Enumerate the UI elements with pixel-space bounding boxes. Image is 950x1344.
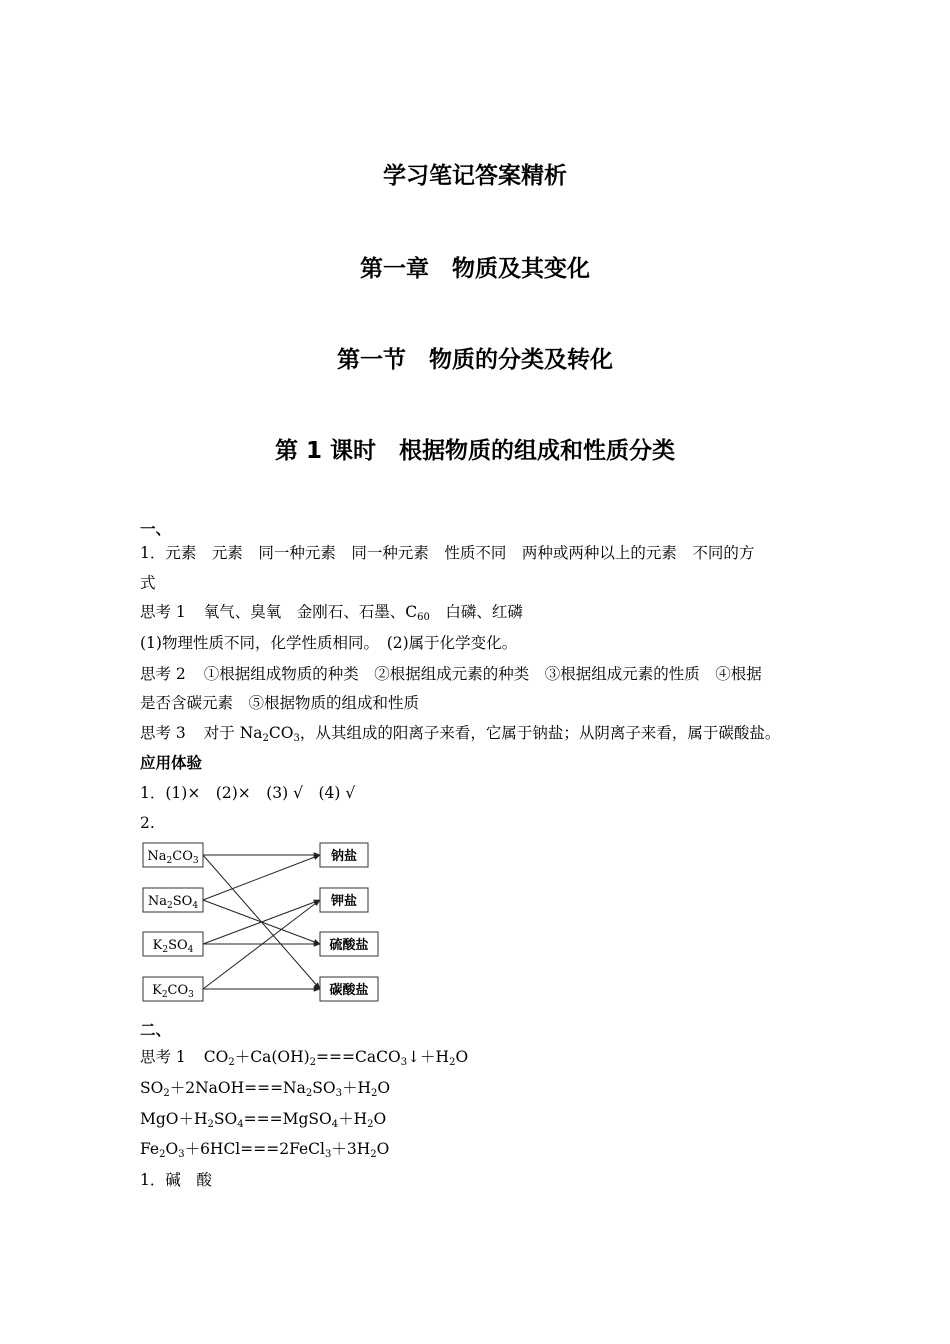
think1-tail: 白磷、红磷 <box>429 603 523 621</box>
salt-classification-diagram <box>138 838 388 1010</box>
page-title: 学习笔记答案精析 <box>383 163 567 189</box>
formula-subscript: 2 <box>161 990 168 1000</box>
equation-text: ＋3H <box>331 1140 371 1158</box>
chapter-title: 第一章 物质及其变化 <box>360 256 590 282</box>
part2-think1-label: 思考 1 <box>140 1048 186 1066</box>
formula-subscript: 2 <box>167 901 173 911</box>
formula-subscript: 2 <box>166 856 173 866</box>
section-title: 第一节 物质的分类及转化 <box>337 347 613 373</box>
formula-subscript: 4 <box>192 901 199 911</box>
formula-subscript: 2 <box>162 945 169 955</box>
think3-sub1: 2 <box>262 733 269 744</box>
equation-text: O <box>373 1110 387 1128</box>
equation-subscript: 3 <box>178 1149 185 1160</box>
part1-item1-line2: 式 <box>140 574 156 592</box>
part1-label: 一、 <box>140 520 172 538</box>
formula-subscript: 4 <box>187 945 194 955</box>
equation-subscript: 2 <box>228 1057 235 1068</box>
think1-label: 思考 1 <box>140 603 186 621</box>
equation-text: ＋H <box>338 1110 368 1128</box>
equation-subscript: 2 <box>305 1088 313 1099</box>
equation-text: O <box>455 1048 469 1066</box>
think3-text-c: ，从其组成的阳离子来看，它属于钠盐；从阴离子来看，属于碳酸盐。 <box>299 724 781 742</box>
equation-subscript: 3 <box>400 1057 408 1068</box>
think3-sub2: 3 <box>293 733 300 744</box>
salt-type-label: 硫酸盐 <box>329 938 369 953</box>
equation-subscript: 3 <box>324 1149 332 1160</box>
formula-subscript: 3 <box>188 990 194 1000</box>
equation-text: ===CaCO <box>316 1048 401 1066</box>
formula-text: K <box>152 938 163 953</box>
equation-4-text <box>140 1140 389 1158</box>
equation-text: O <box>377 1079 391 1097</box>
equation-text: ===MgSO <box>243 1110 332 1128</box>
equation-subscript: 2 <box>367 1119 374 1130</box>
think2-line2: 是否含碳元素 ⑤根据物质的组成和性质 <box>140 694 420 712</box>
think3-label: 思考 3 <box>140 724 186 742</box>
equation-subscript: 2 <box>159 1149 166 1160</box>
equation-text: ＋2NaOH===Na <box>169 1079 306 1097</box>
lesson-title: 第 1 课时 根据物质的组成和性质分类 <box>274 438 676 464</box>
equation-2 <box>140 1078 390 1098</box>
equation-3-text <box>140 1110 386 1128</box>
equation-1 <box>204 1048 468 1066</box>
equation-text: ↓＋H <box>407 1048 450 1066</box>
formula-label <box>153 938 194 955</box>
equation-subscript: 4 <box>237 1119 244 1130</box>
formula-text: K <box>152 983 162 998</box>
salt-type-label: 钾盐 <box>330 894 358 909</box>
formula-text: Na <box>147 849 167 864</box>
think1-sub: 60 <box>417 612 430 623</box>
equation-4 <box>140 1139 389 1159</box>
equation-subscript: 2 <box>309 1057 317 1068</box>
salt-type-label: 碳酸盐 <box>329 983 369 998</box>
think2-line1 <box>140 664 762 684</box>
think2-label: 思考 2 <box>140 665 186 683</box>
equation-text: CO <box>203 1048 229 1066</box>
part2-label: 二、 <box>140 1021 172 1039</box>
think3-text-a: 对于 Na <box>203 724 263 742</box>
think2-text-line1: ①根据组成物质的种类 ②根据组成元素的种类 ③根据组成元素的性质 ④根据 <box>203 665 762 683</box>
apply-label: 应用体验 <box>140 754 203 772</box>
equation-subscript: 2 <box>370 1088 378 1099</box>
equation-text: ＋H <box>341 1079 371 1097</box>
equation-text: O <box>165 1140 179 1158</box>
think1-text: 氧气、臭氧 金刚石、石墨、C <box>203 603 418 621</box>
part1-item1-line1: 1．元素 元素 同一种元素 同一种元素 性质不同 两种或两种以上的元素 不同的方 <box>140 544 755 562</box>
formula-text: SO <box>172 894 193 909</box>
formula-label <box>147 849 198 866</box>
think3-line <box>140 723 780 743</box>
diagram-arrow <box>203 855 320 900</box>
equation-subscript: 3 <box>335 1088 342 1099</box>
think1-line <box>140 602 523 622</box>
part2-item1: 1．碱 酸 <box>140 1171 212 1189</box>
equation-subscript: 2 <box>449 1057 456 1068</box>
apply-item1: 1．(1)× (2)× (3) √ (4) √ <box>140 784 356 802</box>
salt-type-label: 钠盐 <box>330 849 358 864</box>
equation-3 <box>140 1109 386 1129</box>
formula-text: Na <box>147 894 168 909</box>
formula-subscript: 3 <box>192 856 199 866</box>
equation-text: SO <box>140 1079 164 1097</box>
equation-2-text <box>140 1079 390 1097</box>
formula-text: CO <box>172 849 193 864</box>
equation-subscript: 2 <box>370 1149 377 1160</box>
equation-text: ＋6HCl===2FeCl <box>184 1140 325 1158</box>
equation-subscript: 4 <box>331 1119 339 1130</box>
equation-subscript: 2 <box>207 1119 214 1130</box>
formula-label <box>152 983 194 1000</box>
formula-text: SO <box>168 938 188 953</box>
think3-text-b: CO <box>268 724 294 742</box>
equation-text: SO <box>312 1079 336 1097</box>
equation-subscript: 2 <box>163 1088 170 1099</box>
part2-think1-line <box>140 1047 468 1067</box>
apply-item2: 2. <box>140 814 155 832</box>
think1-answer: (1)物理性质不同，化学性质相同。 (2)属于化学变化。 <box>140 634 518 652</box>
equation-text: ＋Ca(OH) <box>234 1048 310 1066</box>
equation-text: Fe <box>140 1140 160 1158</box>
formula-label <box>148 894 198 911</box>
equation-text: MgO＋H <box>140 1110 208 1128</box>
equation-text: SO <box>213 1110 238 1128</box>
equation-text: O <box>376 1140 390 1158</box>
formula-text: CO <box>167 983 189 998</box>
